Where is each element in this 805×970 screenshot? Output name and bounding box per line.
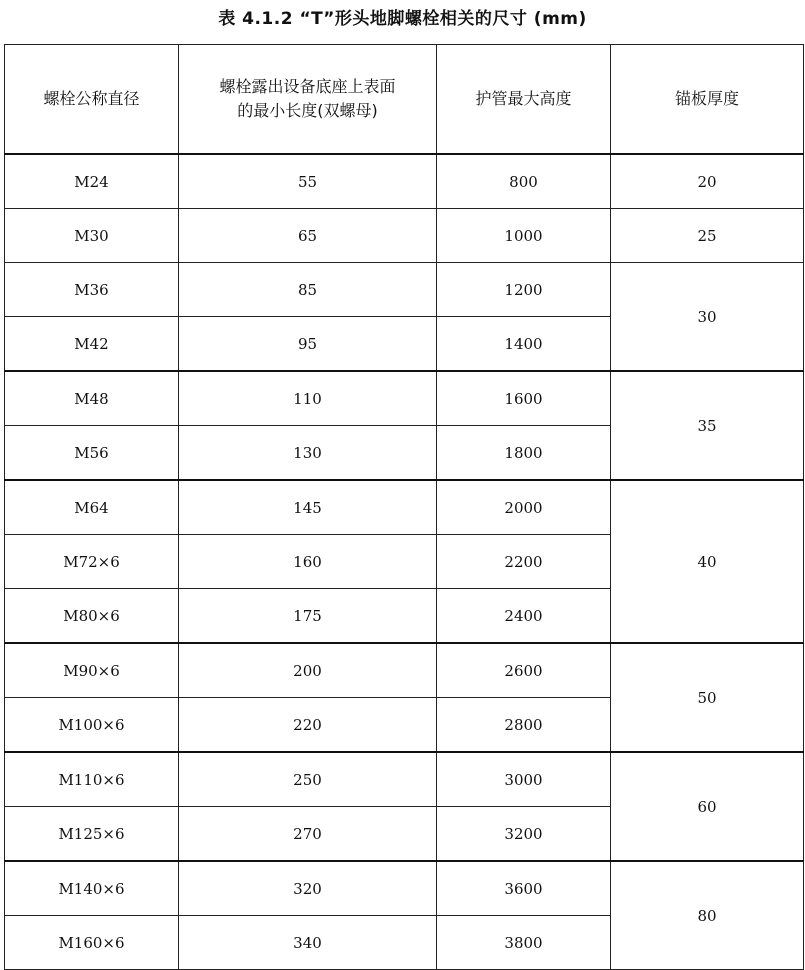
cell-plate-thickness: 40: [611, 480, 804, 643]
cell-min-length: 130: [179, 426, 437, 481]
cell-min-length: 340: [179, 916, 437, 970]
cell-diameter: M90×6: [5, 643, 179, 698]
cell-diameter: M48: [5, 371, 179, 426]
cell-diameter: M100×6: [5, 698, 179, 753]
cell-min-length: 110: [179, 371, 437, 426]
cell-sleeve-height: 2400: [437, 589, 611, 644]
cell-min-length: 175: [179, 589, 437, 644]
cell-sleeve-height: 2800: [437, 698, 611, 753]
cell-plate-thickness: 50: [611, 643, 804, 752]
header-min-exposed-length: [179, 45, 437, 155]
header-min-exposed-length-line2: 的最小长度(双螺母): [237, 101, 378, 120]
cell-diameter: M24: [5, 154, 179, 209]
cell-diameter: M140×6: [5, 861, 179, 916]
cell-min-length: 145: [179, 480, 437, 535]
cell-plate-thickness: 80: [611, 861, 804, 970]
cell-min-length: 55: [179, 154, 437, 209]
table-row: [5, 263, 804, 317]
cell-diameter: M42: [5, 317, 179, 372]
cell-sleeve-height: 2000: [437, 480, 611, 535]
cell-plate-thickness: 60: [611, 752, 804, 861]
cell-sleeve-height: 1600: [437, 371, 611, 426]
cell-min-length: 65: [179, 209, 437, 263]
cell-sleeve-height: 3200: [437, 807, 611, 862]
table-row: [5, 371, 804, 426]
cell-min-length: 220: [179, 698, 437, 753]
cell-min-length: 320: [179, 861, 437, 916]
header-nominal-diameter: 螺栓公称直径: [5, 45, 179, 155]
header-max-sleeve-height: 护管最大高度: [437, 45, 611, 155]
table-caption: 表 4.1.2 “T”形头地脚螺栓相关的尺寸 (mm): [218, 9, 587, 29]
header-min-exposed-length-line1: 螺栓露出设备底座上表面: [219, 77, 396, 96]
table-row: [5, 209, 804, 263]
table-row: [5, 861, 804, 916]
table-row: [5, 752, 804, 807]
cell-sleeve-height: 3000: [437, 752, 611, 807]
cell-min-length: 160: [179, 535, 437, 589]
table-row: [5, 643, 804, 698]
cell-sleeve-height: 1200: [437, 263, 611, 317]
cell-sleeve-height: 1400: [437, 317, 611, 372]
cell-sleeve-height: 1800: [437, 426, 611, 481]
bolt-dimensions-table: [4, 44, 804, 970]
cell-plate-thickness: 20: [611, 154, 804, 209]
cell-sleeve-height: 3800: [437, 916, 611, 970]
cell-min-length: 250: [179, 752, 437, 807]
cell-diameter: M56: [5, 426, 179, 481]
cell-sleeve-height: 3600: [437, 861, 611, 916]
cell-diameter: M125×6: [5, 807, 179, 862]
cell-min-length: 85: [179, 263, 437, 317]
cell-plate-thickness: 35: [611, 371, 804, 480]
table-row: [5, 154, 804, 209]
header-row: [5, 45, 804, 155]
cell-sleeve-height: 2200: [437, 535, 611, 589]
table-row: [5, 480, 804, 535]
cell-plate-thickness: 30: [611, 263, 804, 372]
cell-diameter: M110×6: [5, 752, 179, 807]
cell-min-length: 270: [179, 807, 437, 862]
cell-diameter: M160×6: [5, 916, 179, 970]
header-anchor-plate-thickness: 锚板厚度: [611, 45, 804, 155]
cell-diameter: M80×6: [5, 589, 179, 644]
cell-sleeve-height: 2600: [437, 643, 611, 698]
cell-min-length: 200: [179, 643, 437, 698]
cell-diameter: M64: [5, 480, 179, 535]
cell-diameter: M30: [5, 209, 179, 263]
cell-min-length: 95: [179, 317, 437, 372]
cell-plate-thickness: 25: [611, 209, 804, 263]
cell-diameter: M72×6: [5, 535, 179, 589]
cell-sleeve-height: 800: [437, 154, 611, 209]
cell-sleeve-height: 1000: [437, 209, 611, 263]
cell-diameter: M36: [5, 263, 179, 317]
